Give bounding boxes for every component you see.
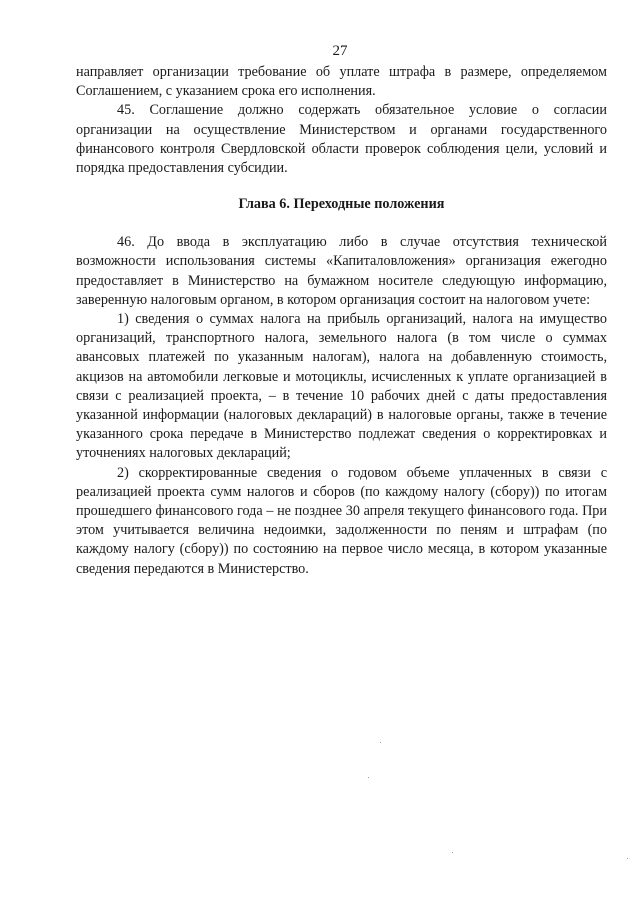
scan-speck bbox=[452, 852, 453, 853]
paragraph-45: 45. Соглашение должно содержать обязательное условие о согласии организации на осуществление Министерством и органами государственного финансового контроля Свердловской области проверок соблюдения цели, условий и порядка предоставления субсидии. bbox=[76, 102, 607, 177]
document-body bbox=[76, 63, 607, 579]
scan-speck bbox=[368, 777, 369, 778]
page-number: 27 bbox=[332, 43, 348, 59]
scan-speck bbox=[380, 742, 381, 743]
paragraph-46: 46. До ввода в эксплуатацию либо в случае отсутствия технической возможности использования системы «Капиталовложения» организация ежегодно предоставляет в Министерство на бумажном носителе следующую информацию, заверенную налоговым органом, в котором организация состоит на налоговом учете: bbox=[76, 234, 607, 308]
paragraph-continuation: направляет организации требование об уплате штрафа в размере, определяемом Соглашением, с указанием срока его исполнения. bbox=[76, 64, 607, 100]
chapter-title: Глава 6. Переходные положения bbox=[238, 196, 445, 213]
paragraph-46-item-1: 1) сведения о суммах налога на прибыль организаций, налога на имущество организаций, транспортного налога, земельного налога (в том числе о суммах авансовых платежей по указанным налогам), налога на добавленную стоимость, акцизов на автомобили легковые и мотоциклы, исчисленных к уплате организацией в связи с реализацией проекта, – в течение 10 рабочих дней с даты предоставления указанной информации (налоговых деклараций) в налоговые органы, также в течение указанного срока передаче в Министерство подлежат сведения о корректировках и уточнениях налоговых деклараций; bbox=[76, 311, 607, 462]
paragraph-46-item-2: 2) скорректированные сведения о годовом объеме уплаченных в связи с реализацией проекта сумм налогов и сборов (по каждому налогу (сбору)) по итогам прошедшего финансового года – не позднее 30 апреля текущего финансового года. При этом учитывается величина недоимки, задолженности по пеням и штрафам (по каждому налогу (сбору)) по состоянию на первое число месяца, в котором указанные сведения передаются в Министерство. bbox=[76, 464, 607, 577]
scan-speck bbox=[627, 858, 628, 859]
